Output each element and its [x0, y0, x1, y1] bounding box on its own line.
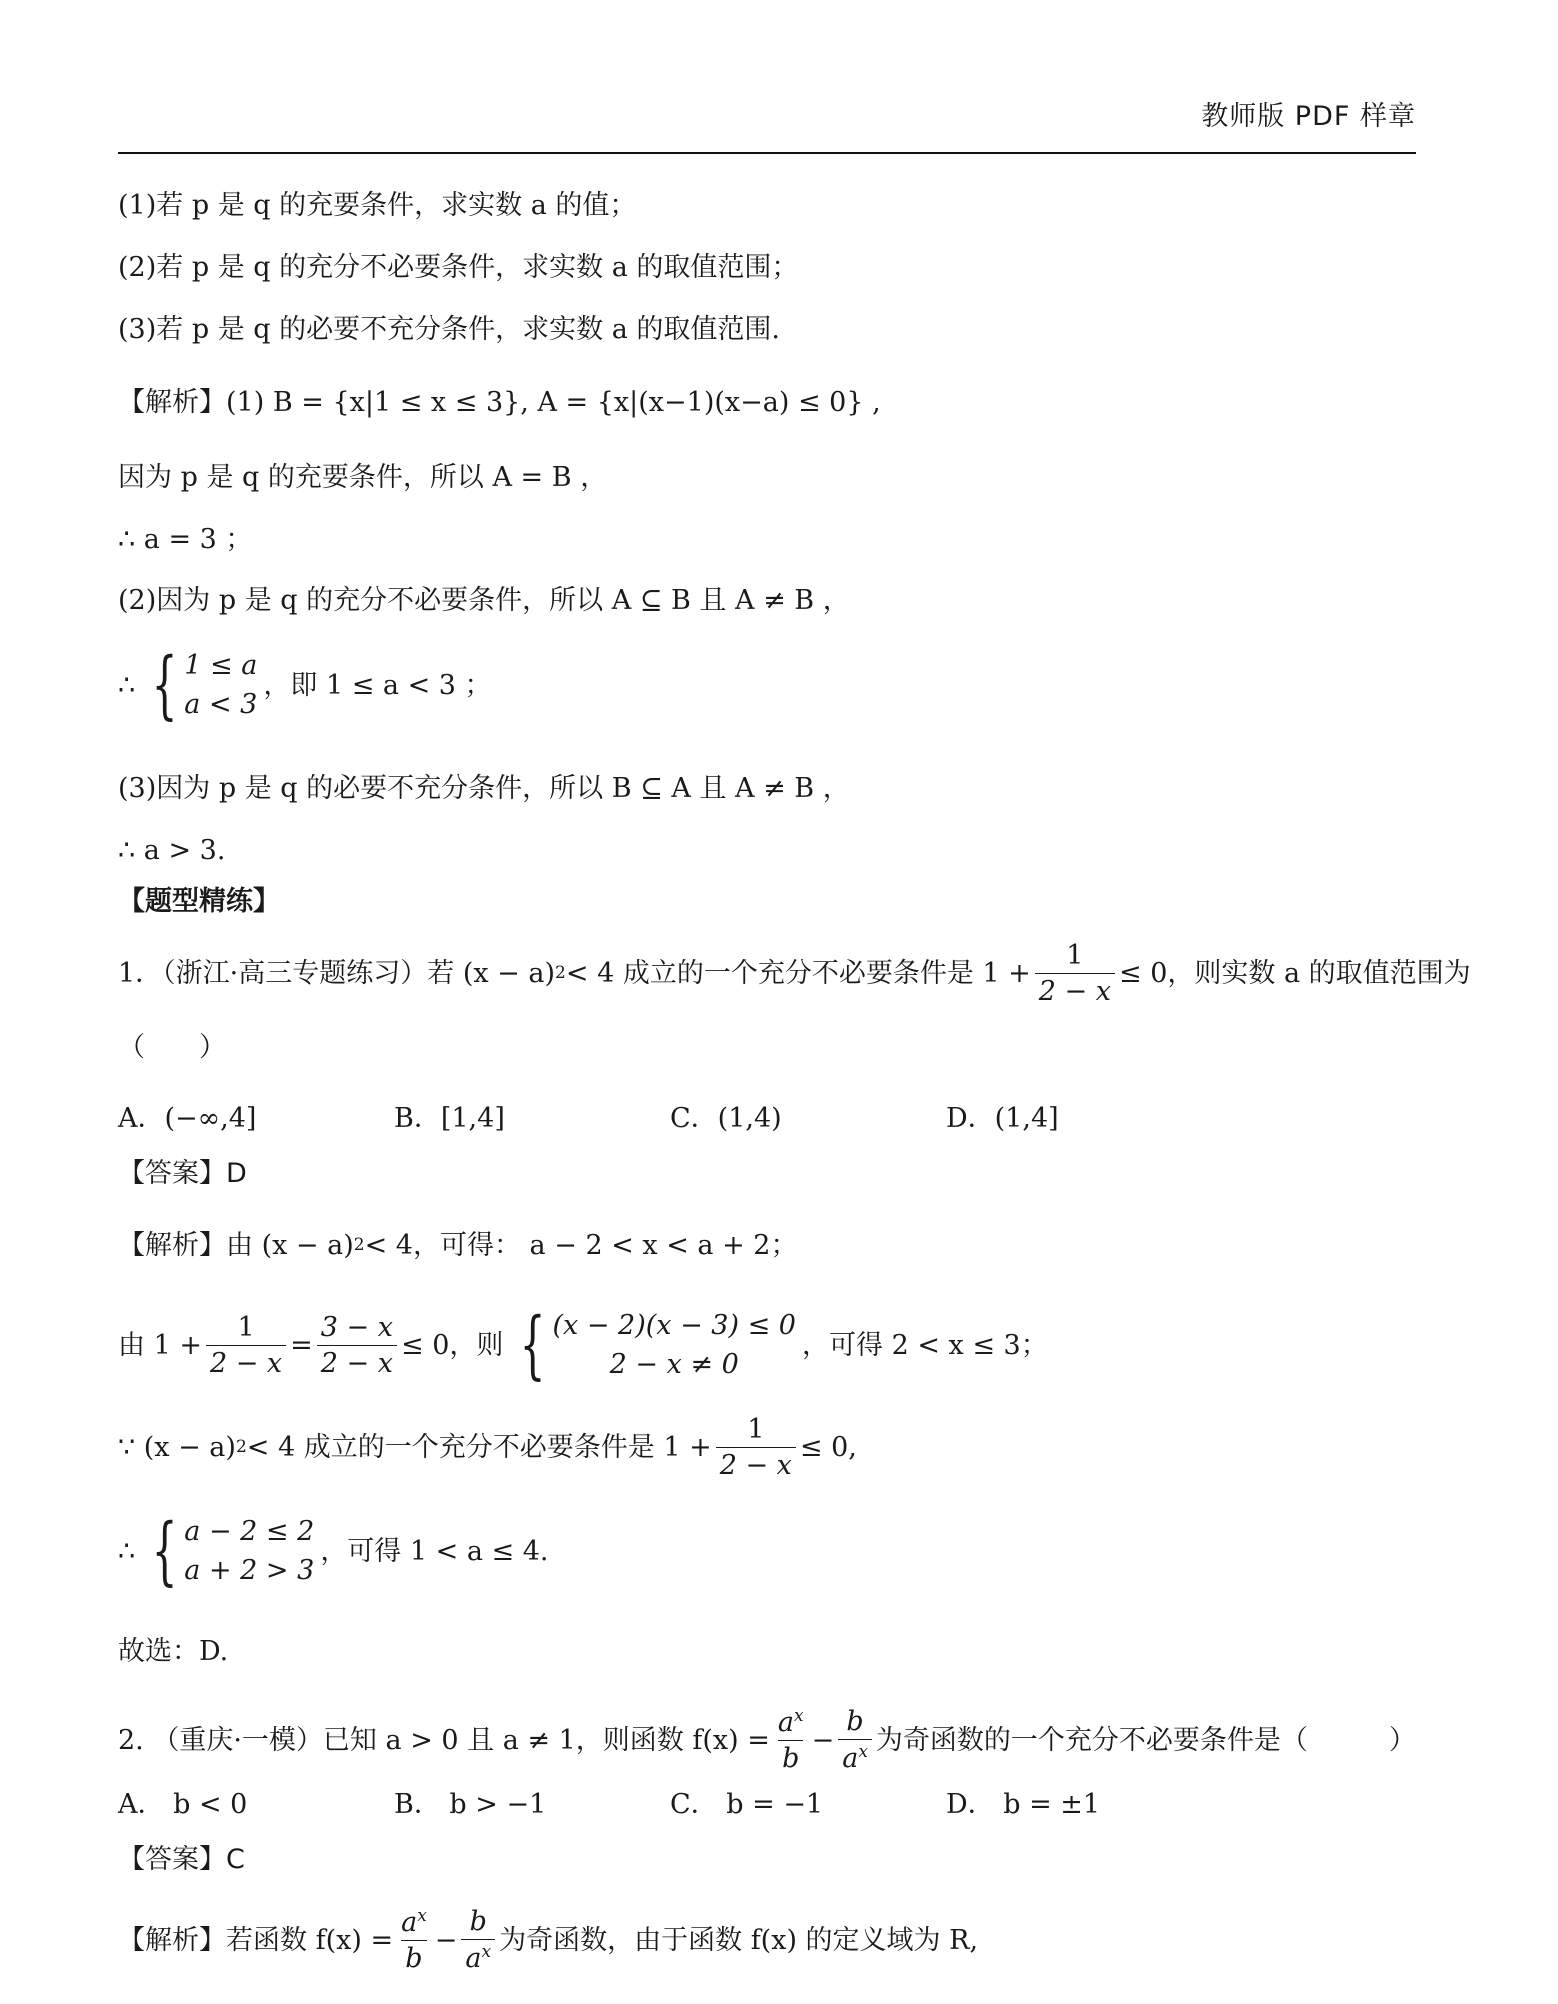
fraction-denominator: b [401, 1940, 426, 1972]
sol2-fraction-1 [206, 1311, 286, 1379]
minus-sign: − [434, 1924, 458, 1956]
problem-2-option-a: A． b < 0 [118, 1789, 248, 1820]
problem-1-solution-4 [118, 1508, 549, 1594]
question-part-3: (3)若 p 是 q 的必要不充分条件，求实数 a 的取值范围. [118, 314, 780, 345]
solution-line-2: 因为 p 是 q 的充要条件，所以 A = B ， [118, 462, 608, 493]
problem-1-option-d: D．(1,4] [946, 1103, 1059, 1134]
problem-2-solution [118, 1908, 978, 1972]
problem-1-option-a: A．(−∞,4] [118, 1103, 257, 1134]
fraction-numerator: a [401, 1907, 418, 1938]
problem-1-solution-1: 【解析】由 (x − a) 2 < 4，可得： a − 2 < x < a + 2； [118, 1230, 798, 1261]
problem-2-option-b: B． b > −1 [394, 1789, 547, 1820]
inequality-system-2: { (x − 2)(x − 3) ≤ 0 2 − x ≠ 0 [519, 1302, 796, 1388]
solution-set-definitions: (1) B = {x|1 ≤ x ≤ 3}, A = {x|(x−1)(x−a) ≤ 0} , [226, 387, 881, 418]
problem-1-statement: 1．（浙江·高三专题练习）若 (x − a) 2 < 4 成立的一个充分不必要条件是 1 + $\frac{1}{2 - x}$ ≤ 0，则实数 a 的取值范围为 [118, 940, 1471, 1007]
fraction-numerator: 1 [1066, 940, 1084, 971]
inequality-system-3: { a − 2 ≤ 2 a + 2 > 3 [151, 1508, 315, 1594]
problem-1-mid: < 4 成立的一个充分不必要条件是 1 + [565, 958, 1031, 989]
problem-2-sol-fraction-1: $\frac{a^x}{b}$ [401, 1906, 427, 1974]
problem-2-sol-tail: 为奇函数，由于函数 f(x) 的定义域为 R, [499, 1924, 979, 1956]
system-conclusion: ，即 1 ≤ a < 3 ； [263, 669, 492, 701]
system-line-top: (x − 2)(x − 3) ≤ 0 [552, 1310, 796, 1342]
equals-sign: = [290, 1329, 313, 1361]
system-conclusion: ，可得 1 < a ≤ 4. [320, 1535, 549, 1567]
problem-2-answer: 【答案】C [118, 1844, 245, 1875]
system-line-top: 1 ≤ a [184, 650, 258, 682]
problem-1-option-c: C．(1,4) [670, 1103, 782, 1134]
system-line-bottom: a + 2 > 3 [184, 1555, 315, 1587]
problem-2-statement [118, 1708, 1416, 1772]
problem-1-final: 故选：D. [118, 1636, 229, 1667]
fraction-numerator: b [469, 1906, 487, 1937]
problem-1-sol1: 【解析】由 (x − a) [118, 1230, 354, 1261]
fraction-numerator: 1 [747, 1414, 765, 1445]
sol3-mid: < 4 成立的一个充分不必要条件是 1 + [246, 1432, 712, 1463]
fraction-denominator: a [465, 1943, 482, 1974]
header-divider [118, 152, 1416, 154]
fraction-denominator: b [778, 1740, 803, 1772]
section-title: 【题型精练】 [118, 886, 280, 917]
problem-1-fraction [1035, 942, 1115, 1005]
problem-1-suffix: ≤ 0，则实数 a 的取值范围为 [1119, 958, 1471, 989]
page-header-title: 教师版 PDF 样章 [1201, 101, 1416, 132]
fraction-denominator: 2 − x [317, 1345, 397, 1377]
solution-line-7: ∴ a > 3. [118, 835, 226, 866]
solution-label: 【解析】 [118, 387, 226, 418]
solution-line-1 [118, 389, 881, 416]
sol2-tail: ，可得 2 < x ≤ 3； [801, 1329, 1048, 1361]
problem-1-solution-2 [118, 1302, 1048, 1388]
problem-2-fraction-1: $\frac{a^x}{b}$ [777, 1706, 804, 1774]
question-part-2: (2)若 p 是 q 的充分不必要条件，求实数 a 的取值范围； [118, 252, 799, 283]
sol3-fraction [716, 1416, 796, 1479]
solution-line-4: (2)因为 p 是 q 的充分不必要条件，所以 A ⊆ B 且 A ≠ B ， [118, 585, 850, 616]
fraction-denominator: 2 − x [1035, 973, 1115, 1005]
fraction-denominator: 2 − x [716, 1447, 796, 1479]
fraction-numerator: 3 − x [320, 1311, 393, 1343]
sol2-fraction-2 [317, 1311, 397, 1379]
problem-1-sol1-tail: < 4，可得： a − 2 < x < a + 2； [364, 1230, 798, 1261]
problem-2-option-d: D． b = ±1 [946, 1789, 1101, 1820]
therefore-symbol: ∴ [118, 1535, 136, 1567]
inequality-system-1: { 1 ≤ a a < 3 [151, 642, 258, 728]
minus-sign: − [811, 1724, 835, 1756]
solution-line-6: (3)因为 p 是 q 的必要不充分条件，所以 B ⊆ A 且 A ≠ B ， [118, 773, 850, 804]
sol3-prefix: ∵ (x − a) [118, 1432, 236, 1463]
problem-2-fraction-2: $\frac{b}{a^x}$ [838, 1708, 872, 1772]
problem-2-suffix: 为奇函数的一个充分不必要条件是（ ） [875, 1724, 1416, 1756]
problem-2-option-c: C． b = −1 [670, 1789, 824, 1820]
sol2-prefix: 由 1 + [118, 1329, 202, 1361]
system-line-bottom: 2 − x ≠ 0 [609, 1349, 739, 1381]
sol3-tail: ≤ 0, [799, 1432, 857, 1463]
fraction-denominator: a [842, 1743, 859, 1774]
fraction-numerator: a [777, 1707, 794, 1738]
problem-1-paren: （ ） [118, 1032, 226, 1063]
system-line-bottom: a < 3 [184, 689, 258, 721]
fraction-numerator: 1 [237, 1311, 255, 1343]
problem-1-solution-3: ∵ (x − a) 2 < 4 成立的一个充分不必要条件是 1 + $\frac{1}{2 - x}$ ≤ 0, [118, 1414, 857, 1481]
problem-1-answer: 【答案】D [118, 1158, 247, 1189]
problem-2-prefix: 2. （重庆·一模）已知 a > 0 且 a ≠ 1，则函数 f(x) = [118, 1724, 770, 1756]
problem-2-sol-prefix: 【解析】若函数 f(x) = [118, 1924, 394, 1956]
problem-1-option-b: B．[1,4] [394, 1103, 505, 1134]
solution-line-3: ∴ a = 3 ； [118, 524, 253, 555]
sol2-mid: ≤ 0，则 [401, 1329, 504, 1361]
problem-1-prefix: 1．（浙江·高三专题练习）若 (x − a) [118, 958, 556, 989]
question-part-1: (1)若 p 是 q 的充要条件，求实数 a 的值； [118, 190, 637, 221]
problem-2-sol-fraction-2: $\frac{b}{a^x}$ [461, 1908, 495, 1972]
fraction-denominator: 2 − x [206, 1345, 286, 1377]
solution-line-5 [118, 642, 492, 728]
fraction-numerator: b [846, 1706, 864, 1737]
therefore-symbol: ∴ [118, 669, 136, 701]
system-line-top: a − 2 ≤ 2 [184, 1516, 315, 1548]
